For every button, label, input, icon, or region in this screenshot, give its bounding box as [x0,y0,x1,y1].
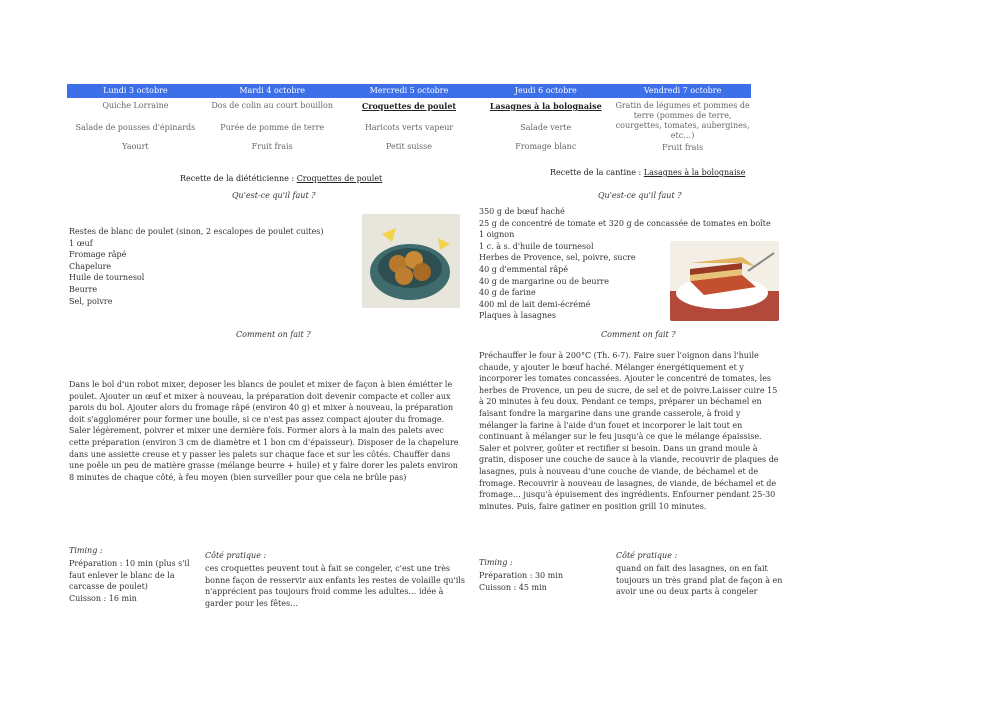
left-method-text: Dans le bol d'un robot mixer, deposer les blancs de poulet et mixer de façon à bien émiétter le poulet. Ajouter un œuf et mixer à nouveau, la préparation doit devenir compacte et coller aux parois du bol. Ajouter alors du fromage râpé (environ 40 g) et mixer à nouveau, la préparation doit s'agglomérer pour former une boulle, si ce n'est pas assez compact ajouter du fromage. Saler légèrement, poivrer et mixer une dernière fois. Former alors à la main des palets avec cette préparation (environ 3 cm de diamètre et 1 bon cm d'épaisseur). Disposer de la chapelure dans une assiette creuse et y passer les palets sur chaque face et sur les côtés. Chauffer dans une poêle un peu de matière grasse (mélange beurre + huile) et y faire dorer les palets environ 8 minutes de chaque côté, à feu moyen (bien surveiller pour que cela ne brûle pas) [69,380,459,482]
left-ingredients-heading: Qu'est-ce qu'il faut ? [232,191,316,200]
right-title-prefix: Recette de la cantine : [550,168,642,177]
menu-dessert: Fruit frais [662,143,704,152]
ingredient: Sel, poivre [69,296,113,306]
timing-preparation: Préparation : 10 min (plus s'il faut enlever le blanc de la carcasse de poulet) [69,559,190,592]
right-recipe-title [550,168,745,177]
menu-column [614,98,751,152]
menu-dish: Quiche Lorraine [102,101,169,110]
right-title-name: Lasagnes à la bolognaise [643,168,746,177]
weekly-menu [67,84,751,152]
menu-dish: Dos de colin au court bouillon [211,101,333,110]
menu-dessert: Petit suisse [385,142,433,151]
day-header: Mardi 4 octobre [239,86,306,95]
menu-dessert: Fruit frais [251,142,293,151]
right-timing [479,570,599,593]
menu-side: Salade verte [520,123,572,132]
ingredient: 400 ml de lait demi-écrémé [479,299,591,309]
menu-dish: Gratin de légumes et pommes de terre (pommes de terre, courgettes, tomates, aubergines, etc…) [615,101,750,140]
timing-preparation: Préparation : 30 min [479,571,563,580]
left-method-heading: Comment on fait ? [236,330,311,339]
day-header: Mercredi 5 octobre [369,86,449,95]
menu-column [477,98,614,152]
menu-column [341,98,478,152]
menu-dessert: Fromage blanc [515,142,577,151]
left-timing-heading: Timing : [69,546,103,555]
left-title-name: Croquettes de poulet [296,174,383,183]
menu-side: Purée de pomme de terre [220,123,325,132]
right-method-heading: Comment on fait ? [601,330,676,339]
ingredient: Herbes de Provence, sel, poivre, sucre [479,253,636,263]
menu-dish-link[interactable]: Croquettes de poulet [361,101,457,111]
ingredient: 1 c. à s. d'huile de tournesol [479,241,594,251]
left-title-prefix: Recette de la diététicienne : [180,174,295,183]
right-timing-heading: Timing : [479,558,513,567]
ingredient: 1 œuf [69,238,93,248]
right-method-text: Préchauffer le four à 200°C (Th. 6-7). Faire suer l'oignon dans l'huile chaude, y ajouter le bœuf haché. Mélanger énergétiquement et y incorporer les tomates concassées. Ajouter le concentré de tomates, les herbes de Provence, un peu de sucre, de sel et de poivre.Laisser cuire 15 à 20 minutes à feu doux. Pendant ce temps, préparer un béchamel en faisant fondre la margarine dans une grande casserole, à froid y mélanger la farine à l'aide d'un fouet et incorporer le lait tout en continuant à mélanger sur le feu jusqu'à ce que le mélange épaissise. Saler et poivrer, goûter et rectifier si besoin. Dans un grand moule à gratin, disposer une couche de sauce à la viande, recouvrir de plaques de lasagnes, puis à nouveau d'une couche de viande, de béchamel et de fromage. Recouvrir à nouveau de lasagnes, de viande, de béchamel et de fromage… jusqu'à épuisement des ingrédients. Enfourner pendant 25-30 minutes. Puis, faire gatiner en position grill 10 minutes. [479,351,779,511]
menu-column [204,98,341,152]
timing-cuisson: Cuisson : 45 min [479,582,547,592]
ingredient: Beurre [69,284,98,294]
left-pratique-text: ces croquettes peuvent tout à fait se congeler, c'est une très bonne façon de resservir aux enfants les restes de volaille qu'ils n'apprécient pas toujours froid comme les adultes… idée à garder pour les fêtes… [205,564,465,608]
right-pratique-text: quand on fait des lasagnes, on en fait toujours un très grand plat de façon à en avoir une ou deux parts à congeler [616,564,783,597]
ingredient: Huile de tournesol [69,273,145,283]
timing-cuisson: Cuisson : 16 min [69,593,137,603]
ingredient: 40 g de margarine ou de beurre [479,276,609,286]
left-ingredient-list [69,226,359,307]
menu-side: Salade de pousses d'épinards [75,123,196,132]
menu-dish-link[interactable]: Lasagnes à la bolognaise [489,101,602,111]
ingredient: Fromage râpé [69,250,127,260]
right-pratique-heading: Côté pratique : [616,551,678,560]
day-header: Jeudi 6 octobre [514,86,577,95]
ingredient: Chapelure [69,261,112,271]
ingredient: 350 g de bœuf haché [479,207,565,216]
day-header: Vendredi 7 octobre [643,86,722,95]
ingredient: 1 oignon [479,230,515,240]
ingredient: Plaques à lasagnes [479,311,556,321]
day-header: Lundi 3 octobre [103,86,168,95]
left-timing [69,558,197,604]
ingredient: 25 g de concentré de tomate et 320 g de concassée de tomates en boîte [479,218,771,228]
ingredient: 40 g de farine [479,288,536,298]
croquettes-photo [362,214,460,308]
left-pratique-heading: Côté pratique : [205,551,267,560]
lasagnes-photo [670,241,779,321]
right-ingredients-heading: Qu'est-ce qu'il faut ? [598,191,682,200]
left-recipe-title [180,174,382,183]
menu-side: Haricots verts vapeur [364,123,454,132]
menu-column [67,98,204,152]
ingredient: 40 g d'emmental râpé [479,264,569,274]
menu-header-row [67,84,751,98]
ingredient: Restes de blanc de poulet (sinon, 2 escalopes de poulet cuites) [69,227,324,236]
menu-dessert: Yaourt [122,142,149,151]
